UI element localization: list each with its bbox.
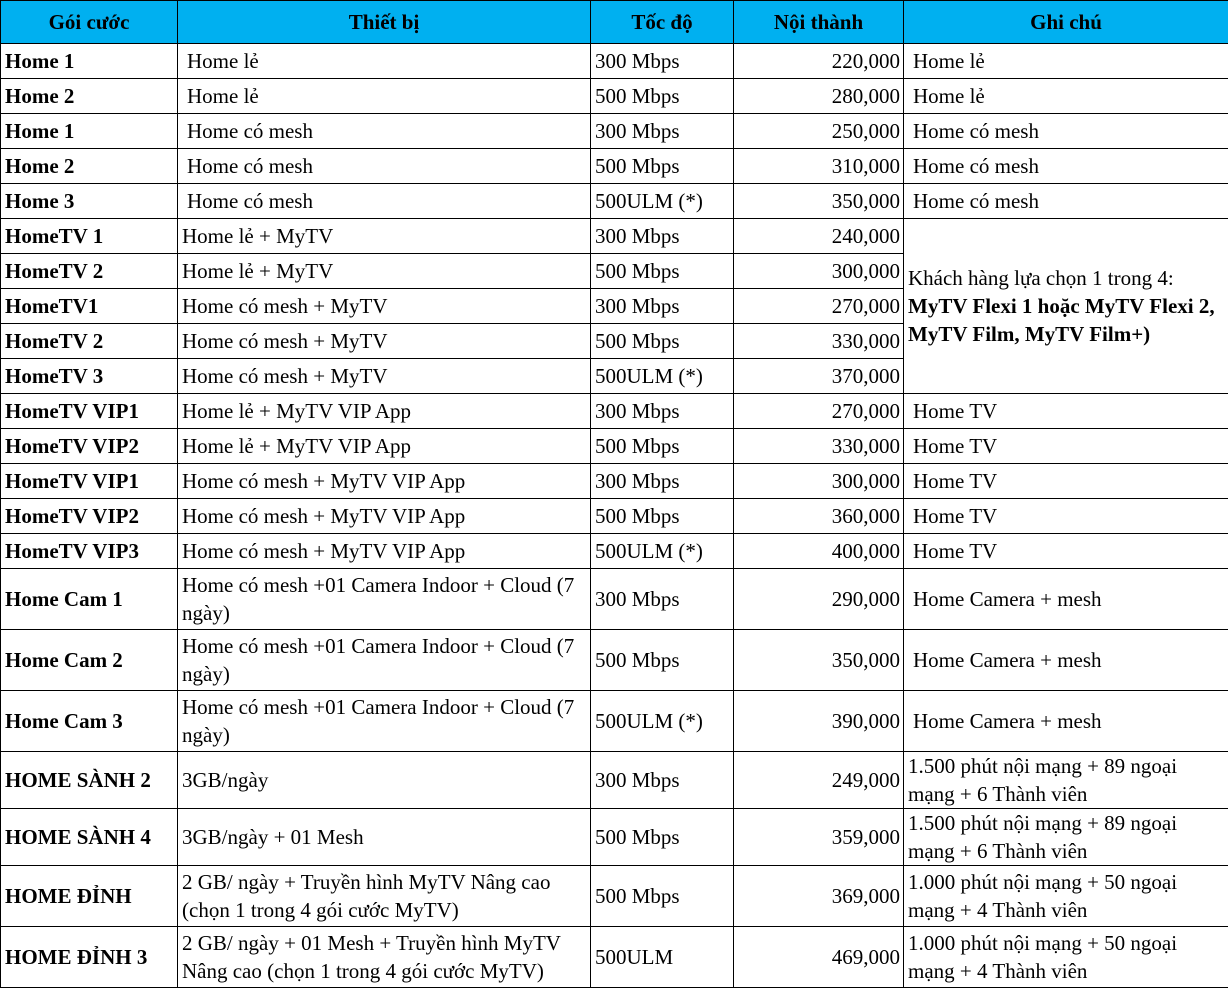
table-row (1, 927, 1228, 988)
cell-speed: 300 Mbps (591, 114, 734, 149)
cell-device: Home có mesh +01 Camera Indoor + Cloud (7 ngày) (178, 569, 591, 630)
cell-package: Home Cam 1 (1, 569, 178, 630)
col-header-note: Ghi chú (904, 1, 1228, 44)
cell-package: HOME ĐỈNH 3 (1, 927, 178, 988)
cell-package: HomeTV 3 (1, 359, 178, 394)
cell-speed: 500 Mbps (591, 149, 734, 184)
cell-price: 300,000 (734, 254, 904, 289)
cell-device: 2 GB/ ngày + Truyền hình MyTV Nâng cao (chọn 1 trong 4 gói cước MyTV) (178, 866, 591, 927)
cell-price: 469,000 (734, 927, 904, 988)
cell-price: 359,000 (734, 809, 904, 866)
cell-note: 1.500 phút nội mạng + 89 ngoại mạng + 6 Thành viên (904, 809, 1228, 866)
cell-device: Home lẻ + MyTV (178, 219, 591, 254)
cell-device: Home lẻ (178, 44, 591, 79)
table-row (1, 219, 1228, 254)
cell-package: Home 1 (1, 114, 178, 149)
cell-device: Home có mesh + MyTV (178, 289, 591, 324)
cell-package: Home Cam 2 (1, 630, 178, 691)
cell-device: 2 GB/ ngày + 01 Mesh + Truyền hình MyTV Nâng cao (chọn 1 trong 4 gói cước MyTV) (178, 927, 591, 988)
cell-device: Home có mesh +01 Camera Indoor + Cloud (7 ngày) (178, 691, 591, 752)
cell-device: Home có mesh + MyTV (178, 324, 591, 359)
cell-speed: 500 Mbps (591, 499, 734, 534)
cell-package: Home 1 (1, 44, 178, 79)
table-row (1, 569, 1228, 630)
col-header-price: Nội thành (734, 1, 904, 44)
cell-price: 249,000 (734, 752, 904, 809)
col-header-package: Gói cước (1, 1, 178, 44)
cell-device: Home có mesh + MyTV (178, 359, 591, 394)
cell-speed: 500 Mbps (591, 809, 734, 866)
cell-speed: 300 Mbps (591, 569, 734, 630)
cell-device: Home lẻ + MyTV VIP App (178, 394, 591, 429)
cell-package: Home Cam 3 (1, 691, 178, 752)
cell-device: Home có mesh + MyTV VIP App (178, 464, 591, 499)
cell-package: HomeTV VIP1 (1, 394, 178, 429)
cell-device: Home có mesh (178, 184, 591, 219)
cell-note: Home TV (904, 499, 1228, 534)
table-row (1, 534, 1228, 569)
cell-price: 270,000 (734, 289, 904, 324)
cell-package: HOME SÀNH 4 (1, 809, 178, 866)
cell-package: HomeTV1 (1, 289, 178, 324)
cell-package: HomeTV 1 (1, 219, 178, 254)
cell-note: Home TV (904, 429, 1228, 464)
cell-speed: 500ULM (*) (591, 184, 734, 219)
cell-price: 270,000 (734, 394, 904, 429)
cell-note: Home lẻ (904, 44, 1228, 79)
cell-price: 360,000 (734, 499, 904, 534)
cell-package: HomeTV VIP2 (1, 429, 178, 464)
cell-package: HomeTV 2 (1, 324, 178, 359)
cell-price: 330,000 (734, 429, 904, 464)
cell-note-merged (904, 219, 1228, 394)
cell-package: HOME SÀNH 2 (1, 752, 178, 809)
table-row (1, 866, 1228, 927)
cell-speed: 300 Mbps (591, 289, 734, 324)
table-row (1, 184, 1228, 219)
cell-price: 310,000 (734, 149, 904, 184)
cell-package: Home 3 (1, 184, 178, 219)
cell-price: 390,000 (734, 691, 904, 752)
cell-package: Home 2 (1, 149, 178, 184)
merged-note-line: Khách hàng lựa chọn 1 trong 4: (908, 266, 1174, 290)
header-row (1, 1, 1228, 44)
cell-price: 370,000 (734, 359, 904, 394)
cell-device: Home có mesh + MyTV VIP App (178, 534, 591, 569)
cell-device: Home lẻ + MyTV VIP App (178, 429, 591, 464)
table-row (1, 394, 1228, 429)
cell-device: Home có mesh (178, 114, 591, 149)
cell-price: 290,000 (734, 569, 904, 630)
cell-price: 220,000 (734, 44, 904, 79)
cell-note: 1.000 phút nội mạng + 50 ngoại mạng + 4 Thành viên (904, 866, 1228, 927)
cell-note: Home Camera + mesh (904, 691, 1228, 752)
cell-note: Home có mesh (904, 149, 1228, 184)
cell-speed: 300 Mbps (591, 464, 734, 499)
cell-note: 1.000 phút nội mạng + 50 ngoại mạng + 4 Thành viên (904, 927, 1228, 988)
cell-package: HOME ĐỈNH (1, 866, 178, 927)
cell-price: 330,000 (734, 324, 904, 359)
cell-speed: 500ULM (*) (591, 534, 734, 569)
cell-device: Home lẻ (178, 79, 591, 114)
cell-device: Home có mesh + MyTV VIP App (178, 499, 591, 534)
cell-note: Home TV (904, 534, 1228, 569)
col-header-speed: Tốc độ (591, 1, 734, 44)
cell-speed: 300 Mbps (591, 219, 734, 254)
table-row (1, 630, 1228, 691)
cell-note: Home Camera + mesh (904, 569, 1228, 630)
cell-note: Home lẻ (904, 79, 1228, 114)
cell-package: Home 2 (1, 79, 178, 114)
cell-package: HomeTV 2 (1, 254, 178, 289)
cell-price: 240,000 (734, 219, 904, 254)
cell-note: Home có mesh (904, 114, 1228, 149)
table-row (1, 691, 1228, 752)
cell-price: 250,000 (734, 114, 904, 149)
cell-package: HomeTV VIP2 (1, 499, 178, 534)
cell-price: 350,000 (734, 184, 904, 219)
cell-device: Home có mesh +01 Camera Indoor + Cloud (7 ngày) (178, 630, 591, 691)
table-row (1, 809, 1228, 866)
cell-note: Home có mesh (904, 184, 1228, 219)
cell-speed: 500 Mbps (591, 324, 734, 359)
table-row (1, 752, 1228, 809)
cell-package: HomeTV VIP1 (1, 464, 178, 499)
table-row (1, 464, 1228, 499)
merged-note-bold: MyTV Flexi 1 hoặc MyTV Flexi 2, MyTV Film, MyTV Film+) (908, 294, 1215, 346)
cell-speed: 300 Mbps (591, 752, 734, 809)
cell-device: 3GB/ngày + 01 Mesh (178, 809, 591, 866)
cell-price: 400,000 (734, 534, 904, 569)
cell-speed: 300 Mbps (591, 44, 734, 79)
cell-price: 300,000 (734, 464, 904, 499)
cell-speed: 500 Mbps (591, 866, 734, 927)
table-row (1, 114, 1228, 149)
cell-note: 1.500 phút nội mạng + 89 ngoại mạng + 6 Thành viên (904, 752, 1228, 809)
cell-device: Home lẻ + MyTV (178, 254, 591, 289)
cell-note: Home Camera + mesh (904, 630, 1228, 691)
cell-price: 280,000 (734, 79, 904, 114)
col-header-device: Thiết bị (178, 1, 591, 44)
table-row (1, 429, 1228, 464)
cell-device: 3GB/ngày (178, 752, 591, 809)
table-row (1, 149, 1228, 184)
cell-device: Home có mesh (178, 149, 591, 184)
cell-speed: 500ULM (*) (591, 691, 734, 752)
cell-speed: 500ULM (591, 927, 734, 988)
cell-speed: 500ULM (*) (591, 359, 734, 394)
cell-speed: 500 Mbps (591, 79, 734, 114)
cell-note: Home TV (904, 394, 1228, 429)
cell-price: 369,000 (734, 866, 904, 927)
cell-note: Home TV (904, 464, 1228, 499)
table-row (1, 44, 1228, 79)
cell-speed: 500 Mbps (591, 630, 734, 691)
cell-speed: 500 Mbps (591, 254, 734, 289)
cell-package: HomeTV VIP3 (1, 534, 178, 569)
cell-speed: 500 Mbps (591, 429, 734, 464)
table-row (1, 79, 1228, 114)
cell-speed: 300 Mbps (591, 394, 734, 429)
cell-price: 350,000 (734, 630, 904, 691)
table-row (1, 499, 1228, 534)
